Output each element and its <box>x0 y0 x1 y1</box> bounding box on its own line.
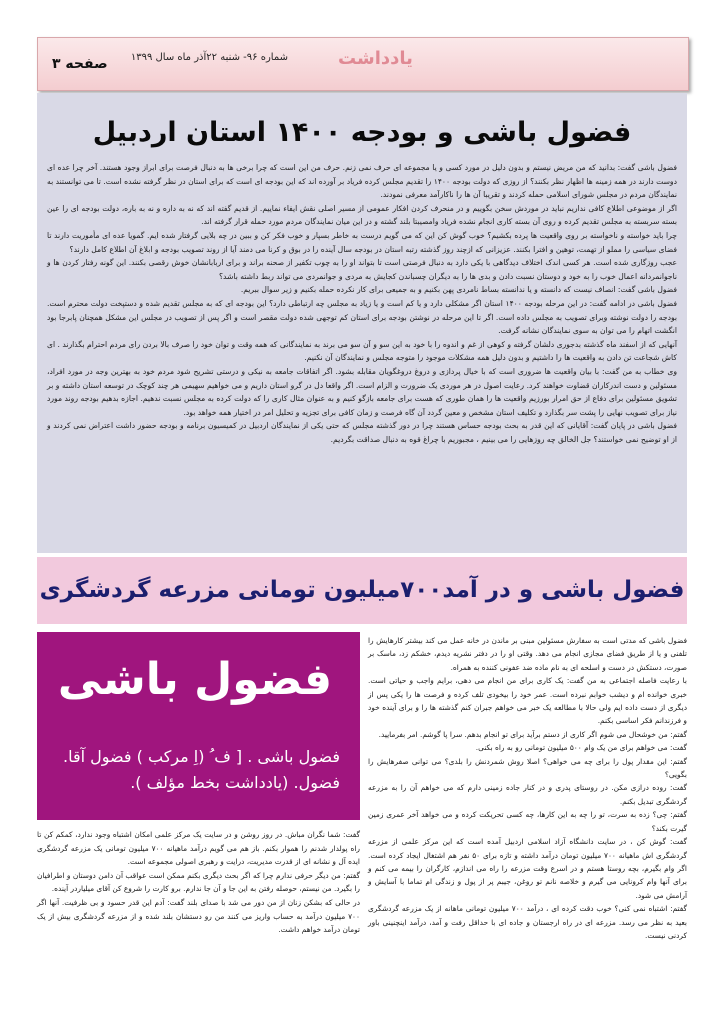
article-farm-right-column <box>368 634 687 942</box>
paragraph: در حالی که بشکن زنان از من دور می شد با صدای بلند گفت: آدم این قدر حسود و بی ظرفیت. آنها اگر ۷۰۰ میلیون درآمد به حساب واریز می کنند من رو دستشان بلند شده و از مزرعه گردشگری بیش از یک تومان درآمد خواهم داشت. <box>37 897 360 935</box>
fozool-bashi-logo <box>37 632 360 820</box>
article-budget-title: فضول باشی و بودجه ۱۴۰۰ استان اردبیل <box>92 117 632 148</box>
paragraph: گفتم: این مقدار پول را برای چه می خواهی؟ اصلا روش شمردنش را بلدی؟ می توانی صفرهایش را بگویی؟ <box>368 756 687 780</box>
paragraph: فضول باشی در پایان گفت: آقایانی که این قدر به بحث بودجه حساس هستند چرا در دور گذشته مجلس که حتی یکی از نمایندگان اردبیل در کمیسیون برنامه و بودجه حضور داشت اعتراض نمی کردند و از او توضیح نمی خواستند؟ جل الخالق چه روزهایی را می بینیم ، مجبوریم با چراغ قوه به دنبال صداقت بگردیم. <box>47 421 677 444</box>
paragraph: گفتم: من خوشحال می شوم اگر کاری از دستم برآید برای تو انجام بدهم. سرا پا گوشم. امر بفرمایید. <box>378 729 687 739</box>
paragraph: با رعایت فاصله اجتماعی به من گفت: یک کاری برای من انجام می دهی، برایم واجب و حیاتی است. خبری خوانده ام و دیشب خوابم نبرده است. عمر خود را بیخودی تلف کرده و فرصت ها را یکی پس از دیگری از دست داده ایم ولی حالا با مطالعه یک خبر می خواهم جبران کنم گذشته ها را و برای آینده خود و فرزندانم فکر اساسی بکنم. <box>368 676 687 726</box>
paragraph: عجب روزگاری شده است. هر کسی اندک اختلاف دیدگاهی با یکی دارد به دنبال فرصتی است تا بتواند او را به چوب تکفیر از صحنه براند و برای اربابانشان خوش رقصی بکنند. این گونه رفتار کردن ها و ناجوانمردانه اعمال خوب را به خود و دوستان نسبت دادن و بدی ها را به دیگران چسباندن کجایش به مردی و جوانمردی می تواند ربط داشته باشد؟ <box>47 258 677 281</box>
section-label: یادداشت <box>338 48 413 69</box>
paragraph: فضول باشی گفت: انصاف نیست که دانسته و یا ندانسته بساط نامردی پهن بکنیم و به جمیعی برای کار نکرده حمله بکنیم و زیر سوال ببریم. <box>240 285 677 295</box>
paragraph: گفت: می خواهم برای من یک وام ۵۰۰ میلیون تومانی رو به راه بکنی. <box>475 743 687 753</box>
page-header <box>37 37 689 91</box>
paragraph: فضول باشی در ادامه گفت: در این مرحله بودجه ۱۴۰۰ استان اگر مشکلی دارد و یا کم است و یا زیاد به مجلس چه ارتباطی دارد؟ این بودجه ای که به مجلس تقدیم شده و دستپخت دولت محترم است. بودجه را دولت نوشته وبرای تصویب به مجلس داده است. اگر تا این مرحله در نوشتن بودجه برای استان کم توجهی شده دولت مقصر است و اگر پس از تصویب در مجلس این مشکل همچنان پابرجا بود انگشت اتهام را می توان به سوی نمایندگان نشانه گرفت. <box>47 298 677 336</box>
article-farm-title: فضول باشی و در آمد۷۰۰میلیون تومانی مزرعه گردشگری <box>39 577 685 603</box>
article-farm-left-column <box>37 828 360 937</box>
paragraph: فضول باشی گفت: بدانید که من مریض نیستم و بدون دلیل در مورد کسی و یا مجموعه ای حرف نمی زنم. حرف من این است که چرا برخی ها به دنبال فرصت برای ابراز وجود هستند. آخر چرا عده ای دوست دارند در همه زمینه ها اظهار نظر بکنند؟ از روزی که دولت بودجه ۱۴۰۰ را تقدیم مجلس کرده فریاد بر آورده اند که این بودجه ای است که برای استان در نظر گرفته نشده است. تا می توانستند به نمایندگان مردم در مجلس شورای اسلامی حمله کردند و تقریبا آن ها را ناکارآمد معرفی نمودند. <box>47 163 677 200</box>
paragraph: گفت: گوش کن ، در سایت دانشگاه آزاد اسلامی اردبیل آمده است که این مرکز علمی از مزرعه گردشگری اش ماهیانه ۷۰۰ میلیون تومان درآمد داشته و تازه برای ۵۰ نفر هم اشتغال ایجاد کرده است. اگر وام بگیرم، بچه روستا هستم و در اسرع وقت مزرعه را راه می اندازم، کارگران را بیمه می کنم و برای آنها وام کرونایی می گیرم و خلاصه نانم تو روغن، جیبم پر از پول و زندگی ام تماما با آسایش و آرامش می شود. <box>368 837 688 900</box>
paragraph: گفت: روده درازی مکن. در روستای پدری و در کنار جاده زمینی دارم که می خواهم آن را به مزرعه گردشگری تبدیل بکنم. <box>368 783 687 806</box>
paragraph: وی خطاب به من گفت: با بیان واقعیت ها ضروری است که با خیال پردازی و دروغ دروغگویان مقابله بشود. اگر اتفاقات جامعه به نیکی و درستی تشریح شود مردم خود به بهترین وجه در مورد افراد، مسئولین و دست اندرکاران قضاوت خواهند کرد. رعایت اصول در هر موردی یک ضرورت و الزام است. اگر واقعا دل در گرو استان داریم و می خواهیم سهیمی هر چند کوچک در توسعه استان داشته و بر تشویق مسئولین برای دفاع از حق امرار بورزیم واقعیت ها را همان طوری که هست برای جامعه بازگو کنیم و به عنوان مثال کاری را که دولت کرده به مجلس نسبت ندهیم. اجازه بدهیم بودجه روند مورد نیاز برای تصویب نهایی را پشت سر بگذارد و تکلیف استان مشخص و معین گردد آن گاه فرصت و زمان کافی برای تجزیه و تحلیل امر در اختیار همه خواهد بود. <box>47 366 677 417</box>
article-budget-body <box>47 161 677 446</box>
paragraph: گفتم: اشتباه نمی کنی؟ خوب دقت کرده ای ، درآمد ۷۰۰ میلیون تومانی ماهانه از یک مزرعه گردشگری بعید به نظر می رسد. مزرعه ای در راه ارجستان و جاده ای با حداقل رفت و آمد، درآمد اینچنینی باور کردنی نیست. <box>368 904 687 940</box>
page-number: صفحه ۳ <box>52 56 108 72</box>
paragraph: اگر از موضوعی اطلاع کافی نداریم نباید در موردش سخن بگوییم و در منحرف کردن افکار عمومی از مسیر اصلی نقش ایفاء نماییم. از قدیم گفته اند که نه به داره و نه به باره، دولت بودجه ای را عین بسته سربسته به مجلس تقدیم کرده و روی آن بسته کاری انجام نشده فریاد وامصیبتا بلند گشته و در این میان نمایندگان مردم مورد حمله قرار گرفته اند. <box>47 203 677 227</box>
paragraph: فضول باشی که مدتی است به سفارش مسئولین مبنی بر ماندن در خانه عمل می کند بیشتر کارهایش را تلفنی و یا از طریق فضای مجازی انجام می دهد. وقتی او را در دفتر نشریه دیدم، خشکم زد، ماسک بر صورت، دستکش در دست و اسلحه ای به نام ماده ضد عفونی کننده به همراه. <box>368 636 687 672</box>
logo-definition: فضول باشی . [ ف ُ (اِ مرکب ) فضول آقا. فضول. (یادداشت بخط مؤلف ). <box>63 747 340 792</box>
article-farm-title-band <box>37 557 687 624</box>
paragraph: گفت: شما نگران مباش. در روز روشن و در سایت یک مرکز علمی امکان اشتباه وجود ندارد، کمکم کن تا راه پولدار شدنم را هموار بکنم. باز هم می گویم درآمد ماهیانه ۷۰۰ میلیون تومانی یک مزرعه گردشگری ایده آل و نشانه ای از قدرت مدیریت، درایت و رهبری اصولی مجموعه است. <box>37 830 360 867</box>
logo-word: فضول باشی <box>57 654 332 705</box>
issue-info: شماره ۹۶- شنبه ۲۲آذر ماه سال ۱۳۹۹ <box>130 52 288 63</box>
article-budget <box>37 93 687 553</box>
paragraph: گفتم: چی؟ زده به سرت، تو را چه به این کارها، چه کسی تحریکت کرده و می خواهد آخر عمری زمین گیرت بکند؟ <box>368 810 687 833</box>
paragraph: آنهایی که از اسفند ماه گذشته بدجوری دلشان گرفته و کوهی از غم و اندوه را با خود به این سو و آن سو می برند به نمایندگانی که همه وقت و توان خود را صرف بالا بردن رای مردم احترام بگذارند . ای کاش شجاعت تن دادن به واقعیت ها را داشتیم و بدون دلیل همه مشکلات موجود را متوجه مجلس و نمایندگان آن نکنیم. <box>47 339 677 363</box>
paragraph: چرا باید خواسته و ناخواسته بر روی واقعیت ها پرده بکشیم؟ خوب گوش کن این که می گویم درست به خاطر بسپار و خوب فکر کن و ببین در چه بلایی گرفتار شده ایم. گمویا عده ای مأموریت دارند تا فضای سیاسی را مملو از تهمت، توهین و افترا بکنند. عزیزانی که ازچند روز گذشته رتبه استان در بودجه سال آینده را در بوق و کرنا می دمند آیا از روند تصویب بودجه و ابلاغ آن اطلاع کامل دارند؟ <box>47 230 677 254</box>
paragraph: گفتم: من دیگر حرفی ندارم چرا که اگر بحث دیگری بکنم ممکن است عواقب آن دامن دوستان و اطرافیان را بگیرد. من نیستم، حوصله رفتن به این جا و آن جا ندارم. برو کارت را شروع کن آقای میلیاردر آینده. <box>37 870 360 894</box>
